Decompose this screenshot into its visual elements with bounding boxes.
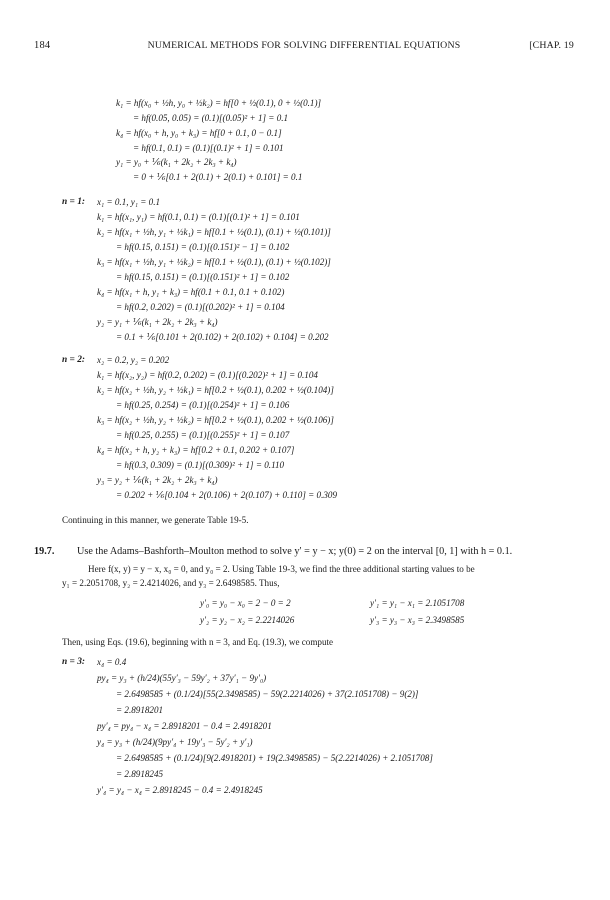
equation-line: = 2.8918201 <box>116 705 164 715</box>
equation-line: y′₀ = y₀ − x₀ = 2 − 0 = 2 <box>200 598 291 608</box>
step-label: n = 3: <box>62 657 86 667</box>
method-text: Then, using Eqs. (19.6), beginning with n = 3, and Eq. (19.3), we compute <box>62 637 334 647</box>
running-title: NUMERICAL METHODS FOR SOLVING DIFFERENTIAL EQUATIONS <box>147 40 461 51</box>
step-label: n = 2: <box>62 355 86 365</box>
equation-line: k₃ = hf(x₁ + ½h, y₁ + ½k₂) = hf[0.1 + ½(0.1), (0.1) + ½(0.102)] <box>97 257 331 267</box>
solution-intro: Here f(x, y) = y − x, x₀ = 0, and y₀ = 2. Using Table 19-3, we find the three additional starting values to be <box>88 564 475 574</box>
equation-line: = hf(0.1, 0.1) = (0.1)[(0.1)² + 1] = 0.101 <box>133 143 284 153</box>
equation-line: py′₄ = py₄ − x₄ = 2.8918201 − 0.4 = 2.4918201 <box>97 721 272 731</box>
equation-line: = 2.8918245 <box>116 769 164 779</box>
equation-line: = 0.202 + ⅙[0.104 + 2(0.106) + 2(0.107) + 0.110] = 0.309 <box>116 490 338 500</box>
page-number: 184 <box>34 40 51 51</box>
equation-line: k₂ = hf(x₂ + ½h, y₂ + ½k₁) = hf[0.2 + ½(0.1), 0.202 + ½(0.104)] <box>97 385 334 395</box>
equation-line: = hf(0.15, 0.151) = (0.1)[(0.151)² + 1] = 0.102 <box>116 272 290 282</box>
page-header <box>34 40 574 54</box>
equation-line: x₁ = 0.1, y₁ = 0.1 <box>97 197 161 207</box>
equation-line: k₁ = hf(x₂, y₂) = hf(0.2, 0.202) = (0.1)[(0.202)² + 1] = 0.104 <box>97 370 318 380</box>
equation-line: k₃ = hf(x₂ + ½h, y₂ + ½k₂) = hf[0.2 + ½(0.1), 0.202 + ½(0.106)] <box>97 415 334 425</box>
equation-line: x₂ = 0.2, y₂ = 0.202 <box>97 355 170 365</box>
equation-line: y′₁ = y₁ − x₁ = 2.1051708 <box>370 598 465 608</box>
equation-line: = 0.1 + ⅙[0.101 + 2(0.102) + 2(0.102) + 0.104] = 0.202 <box>116 332 329 342</box>
equation-line: y₁ = y₀ + ⅙(k₁ + 2k₂ + 2k₃ + k₄) <box>116 157 237 167</box>
equation-line: = hf(0.25, 0.255) = (0.1)[(0.255)² + 1] = 0.107 <box>116 430 290 440</box>
equation-line: y′₄ = y₄ − x₄ = 2.8918245 − 0.4 = 2.4918245 <box>97 785 263 795</box>
equation-line: y′₂ = y₂ − x₂ = 2.2214026 <box>200 615 295 625</box>
step-label: n = 1: <box>62 197 86 207</box>
chapter-label: [CHAP. 19 <box>529 40 574 51</box>
problem-statement: Use the Adams–Bashforth–Moulton method to solve y′ = y − x; y(0) = 2 on the interval [0, 1] with h = 0.1. <box>77 546 513 557</box>
equation-line: = hf(0.2, 0.202) = (0.1)[(0.202)² + 1] = 0.104 <box>116 302 285 312</box>
solution-intro-continued: y₁ = 2.2051708, y₂ = 2.4214026, and y₃ = 2.6498585. Thus, <box>62 578 280 588</box>
equation-line: k₄ = hf(x₂ + h, y₂ + k₃) = hf[0.2 + 0.1, 0.202 + 0.107] <box>97 445 295 455</box>
problem-number: 19.7. <box>34 546 55 557</box>
equation-line: = 2.6498585 + (0.1/24)[55(2.3498585) − 59(2.2214026) + 37(2.1051708) − 9(2)] <box>116 689 419 699</box>
equation-line: = hf(0.3, 0.309) = (0.1)[(0.309)² + 1] = 0.110 <box>116 460 285 470</box>
equation-line: py₄ = y₃ + (h/24)(55y′₃ − 59y′₂ + 37y′₁ − 9y′₀) <box>97 673 267 683</box>
equation-line: k₁ = hf(x₁, y₁) = hf(0.1, 0.1) = (0.1)[(0.1)² + 1] = 0.101 <box>97 212 300 222</box>
equation-line: = 0 + ⅙[0.1 + 2(0.1) + 2(0.1) + 0.101] = 0.1 <box>133 172 303 182</box>
equation-line: y₃ = y₂ + ⅙(k₁ + 2k₂ + 2k₃ + k₄) <box>97 475 218 485</box>
equation-line: k₄ = hf(x₀ + h, y₀ + k₃) = hf[0 + 0.1, 0 − 0.1] <box>116 128 282 138</box>
continuing-text: Continuing in this manner, we generate Table 19-5. <box>62 515 249 525</box>
equation-line: = 2.6498585 + (0.1/24)[9(2.4918201) + 19(2.3498585) − 5(2.2214026) + 2.1051708] <box>116 753 433 763</box>
equation-line: = hf(0.05, 0.05) = (0.1)[(0.05)² + 1] = 0.1 <box>133 113 289 123</box>
equation-line: k₄ = hf(x₁ + h, y₁ + k₃) = hf(0.1 + 0.1, 0.1 + 0.102) <box>97 287 285 297</box>
equation-line: y₄ = y₃ + (h/24)(9py′₄ + 19y′₃ − 5y′₂ + y′₁) <box>97 737 253 747</box>
equation-line: x₄ = 0.4 <box>97 657 127 667</box>
equation-line: y′₃ = y₃ − x₃ = 2.3498585 <box>370 615 465 625</box>
equation-line: = hf(0.15, 0.151) = (0.1)[(0.151)² − 1] = 0.102 <box>116 242 290 252</box>
equation-line: y₂ = y₁ + ⅙(k₁ + 2k₂ + 2k₃ + k₄) <box>97 317 218 327</box>
equation-line: k₁ = hf(x₀ + ½h, y₀ + ½k₂) = hf[0 + ½(0.1), 0 + ½(0.1)] <box>116 98 322 108</box>
equation-line: k₂ = hf(x₁ + ½h, y₁ + ½k₁) = hf[0.1 + ½(0.1), (0.1) + ½(0.101)] <box>97 227 331 237</box>
equation-line: = hf(0.25, 0.254) = (0.1)[(0.254)² + 1] = 0.106 <box>116 400 290 410</box>
